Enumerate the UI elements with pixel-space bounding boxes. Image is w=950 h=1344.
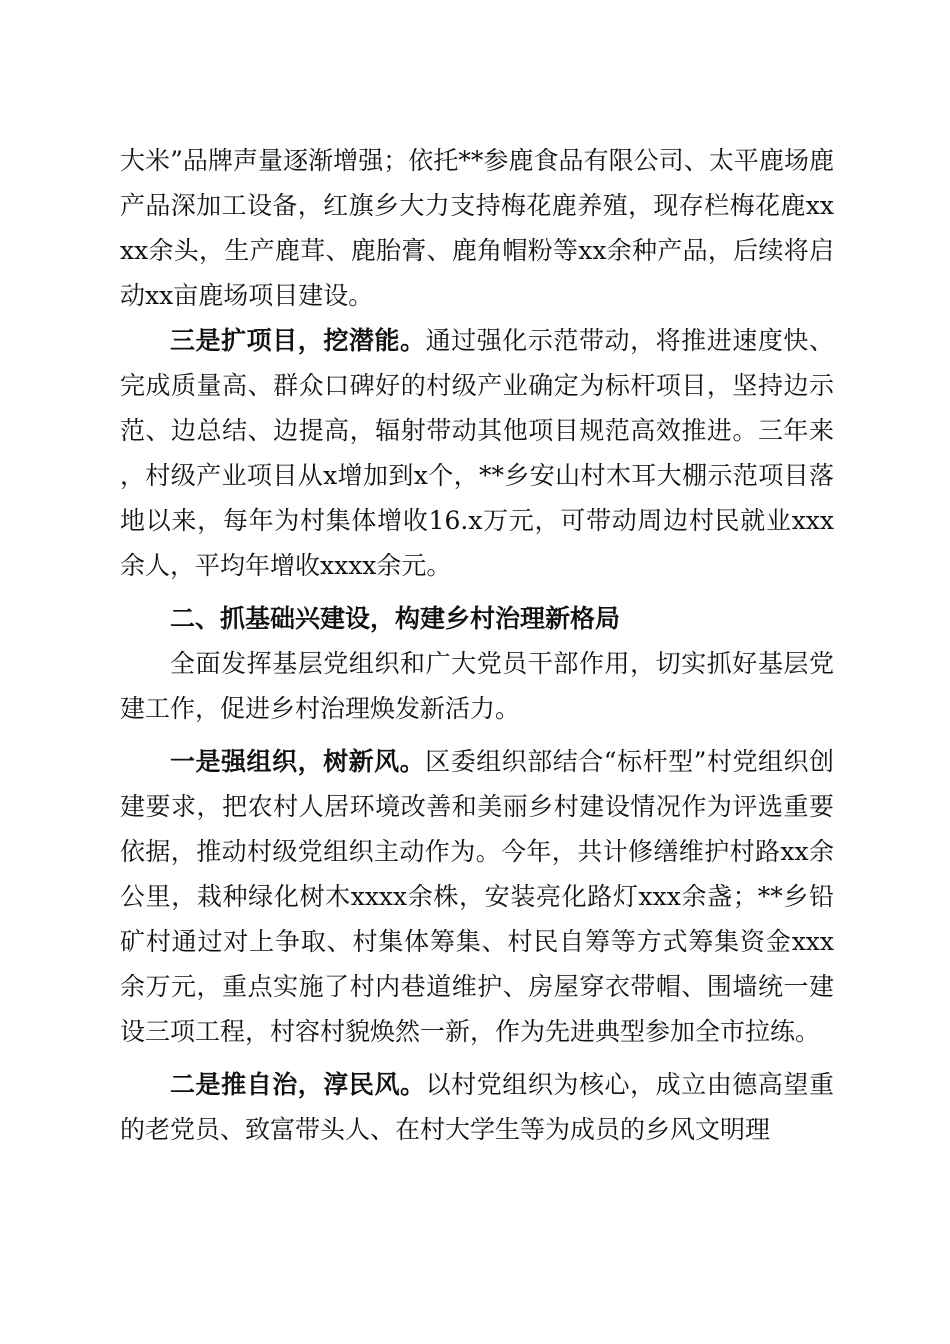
paragraph-lead: 二是推自治，淳民风。	[170, 1070, 426, 1099]
paragraph-text: 全面发挥基层党组织和广大党员干部作用，切实抓好基层党建工作，促进乡村治理焕发新活力。	[120, 649, 834, 723]
paragraph-lead: 一是强组织，树新风。	[170, 747, 426, 776]
paragraph-text: 以村党组织为核心，成立由德高望重的老党员、致富带头人、在村大学生等为成员的乡风文明理	[120, 1070, 834, 1144]
paragraph-lead: 三是扩项目，挖潜能。	[170, 326, 426, 355]
paragraph-expand-projects	[120, 318, 834, 588]
paragraph-text: 通过强化示范带动，将推进速度快、完成质量高、群众口碑好的村级产业确定为标杆项目，坚持边示范、边总结、边提高，辐射带动其他项目规范高效推进。三年来，村级产业项目从x增加到x个，**乡安山村木耳大棚示范项目落地以来，每年为村集体增收16.x万元，可带动周边村民就业xxx余人，平均年增收xxxx余元。	[120, 326, 834, 580]
paragraph-continued	[120, 138, 834, 318]
paragraph-self-governance	[120, 1062, 834, 1152]
section-heading: 二、抓基础兴建设，构建乡村治理新格局	[170, 604, 621, 633]
document-body	[120, 138, 834, 1152]
paragraph-strengthen-organization	[120, 739, 834, 1054]
paragraph-text: 区委组织部结合“标杆型”村党组织创建要求，把农村人居环境改善和美丽乡村建设情况作为评选重要依据，推动村级党组织主动作为。今年，共计修缮维护村路xx余公里，栽种绿化树木xxxx余株，安装亮化路灯xxx余盏；**乡铅矿村通过对上争取、村集体筹集、村民自筹等方式筹集资金xxx余万元，重点实施了村内巷道维护、房屋穿衣带帽、围墙统一建设三项工程，村容村貌焕然一新，作为先进典型参加全市拉练。	[120, 747, 834, 1046]
paragraph-intro	[120, 641, 834, 731]
paragraph-text: 大米”品牌声量逐渐增强；依托**参鹿食品有限公司、太平鹿场鹿产品深加工设备，红旗乡大力支持梅花鹿养殖，现存栏梅花鹿xxxx余头，生产鹿茸、鹿胎膏、鹿角帽粉等xx余种产品，后续将启动xx亩鹿场项目建设。	[120, 146, 834, 310]
